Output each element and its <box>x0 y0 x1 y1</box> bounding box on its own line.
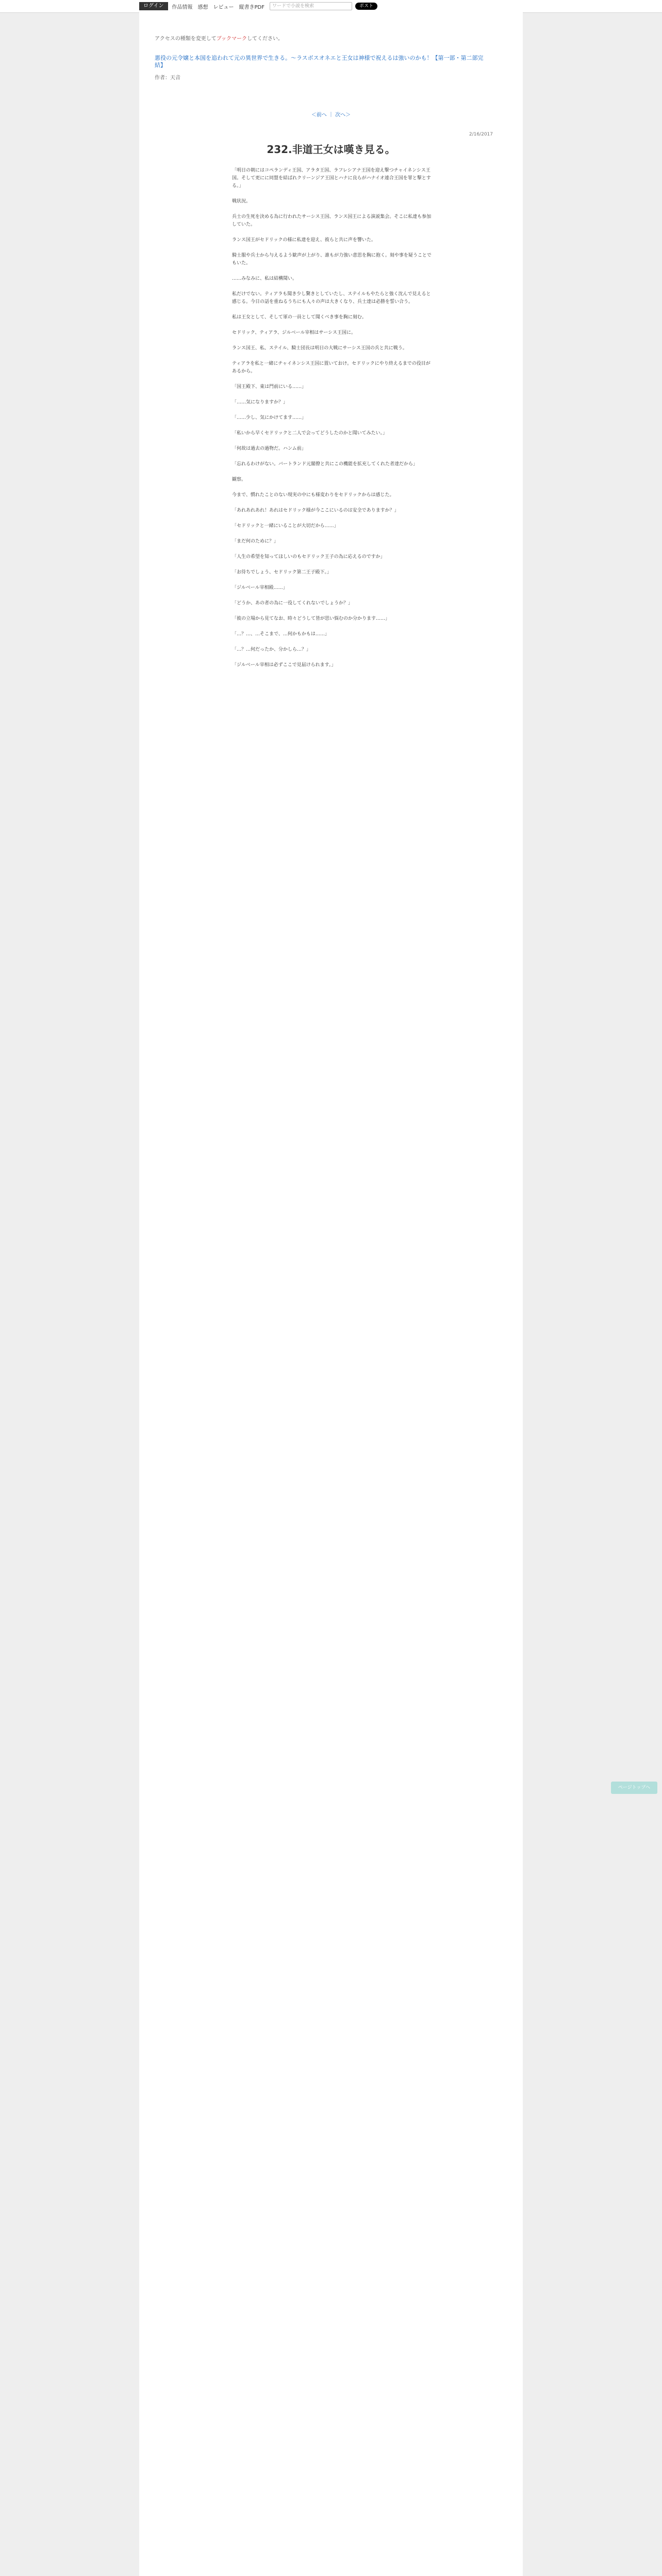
nav-impressions[interactable]: 感想 <box>197 4 208 10</box>
body-paragraph: 「何故は過去の過物だ。ハンム前」 <box>232 446 306 451</box>
body-paragraph: 兵士の生死を決める為に行われたサーシス王国、ランス国王による演説集会。そこに私達も参加していた。 <box>232 214 432 227</box>
nav-vertical-pdf[interactable]: 縦書きPDF <box>239 4 264 10</box>
prev-chapter-link[interactable]: ＜前へ <box>311 112 327 118</box>
body-paragraph: 「ジルベール宰相は必ずここで見届けられます。」 <box>232 663 336 668</box>
chapter-pager <box>139 110 523 118</box>
body-paragraph: 「……少し、気にかけてます……」 <box>232 415 307 420</box>
main-content <box>139 12 523 2576</box>
body-paragraph: ランス国王、私、ステイル、騎士団長は明日の大戦にサーシス王国の兵と共に戦う。 <box>232 346 407 351</box>
next-chapter-link[interactable]: 次へ＞ <box>335 112 351 118</box>
top-navigation-bar <box>0 0 662 13</box>
body-paragraph: ランス国王がセドリックの様に私達を迎え、彼らと共に声を響いた。 <box>232 238 376 243</box>
nav-reviews[interactable]: レビュー <box>213 4 234 10</box>
chapter-body <box>232 167 433 677</box>
body-paragraph: 「国王殿下、東は門前にいる……」 <box>232 384 307 389</box>
body-paragraph: 「私いから早くセドリックと二人で会ってどうしたのかと聞いてみたい。」 <box>232 431 388 436</box>
pager-separator: ｜ <box>328 112 334 118</box>
nav-work-info[interactable]: 作品情報 <box>172 4 193 10</box>
post-date: 2/16/2017 <box>469 132 493 137</box>
body-paragraph: 騎士服や兵士から与えるよう歓声が上がり、誰もが力強い意思を胸に抱く。刻や事を疑うことでもいた。 <box>232 253 432 266</box>
body-paragraph: セドリック、ティアラ、ジルベール宰相はサーシス王国に。 <box>232 330 356 335</box>
body-paragraph: 私は王女として、そして軍の一員として聞くべき事を胸に刻む。 <box>232 315 367 320</box>
body-paragraph: 「セドリックと一緒にいることが大切だから……」 <box>232 523 339 529</box>
body-paragraph: 「…？…、…そこまで、…何かもかもは……」 <box>232 632 329 637</box>
bookmark-link[interactable]: ブックマーク <box>216 36 247 42</box>
body-paragraph: ティアラを私と一緒にチャイネンシス王国に置いておけ。セドリックにやり終えるまでの役目があるから。 <box>232 361 431 374</box>
body-paragraph: 「まだ何のために？」 <box>232 539 279 544</box>
body-paragraph: 「お待ちでしょう、セドリック第二王子殿下。」 <box>232 570 332 575</box>
body-paragraph: 「明日の朝にはコペランディ王国、アラタ王国、ラフレシアナ王国を迎え撃つチャイネンシス王国。そして更にに同盟を結ばれクリーンジア王国とハナに良らがハナイオ連合王国を罪と撃とする。」 <box>232 168 431 189</box>
body-paragraph: 私だけでない。ティアラも聞き少し驚きとしていたし、ステイルもやたらと強く沈んで見えると感じる。今日の話を重ねるうちにも人々の声は大きくなり、兵士達は必勝を誓い合う。 <box>232 292 431 304</box>
login-link[interactable]: ログイン <box>139 2 168 10</box>
scroll-to-top-button[interactable]: ページトップへ <box>611 1782 657 1794</box>
bookmark-notice <box>155 34 283 42</box>
body-paragraph: 「どうか、あの者の為に一役してくれないでしょうか？」 <box>232 601 353 606</box>
body-paragraph: 「あれあれあれ！あれはセドリック様が今ここにいるのは安全でありますか？」 <box>232 508 399 513</box>
body-paragraph: 観察。 <box>232 477 246 482</box>
body-paragraph: 戦状況。 <box>232 199 251 204</box>
body-paragraph: 「忘れるわけがない。バートランド元閣僚と共にこの機能を拡充してくれた者達だから」 <box>232 462 418 467</box>
body-paragraph: 「彼の立場から見てなお、時々どうして皆が思い悩むのか分かります……」 <box>232 616 390 621</box>
novel-author[interactable]: 作者：天音 <box>155 75 180 81</box>
search-input[interactable]: ワードで小説を検索 <box>270 2 352 10</box>
body-paragraph: 「ジルベール宰相殿……」 <box>232 585 288 590</box>
x-share-button[interactable]: ポスト <box>355 3 377 10</box>
body-paragraph: 今まで、慣れたことのない現実の中にも様変わりをセドリックからは感じた。 <box>232 493 394 498</box>
chapter-title: 232.非道王女は嘆き見る。 <box>267 143 395 156</box>
body-paragraph: ……みなみに、私は結構聞い。 <box>232 276 297 281</box>
notice-prefix: アクセスの種類を変更して <box>155 36 217 42</box>
novel-title[interactable]: 悪役の元令嬢と本国を追われて元の異世界で生きる。〜ラスボスオネエと王女は神様で祝えるは強いのかも！【第一部・第二部完結】 <box>155 55 484 69</box>
body-paragraph: 「……気になりますか？」 <box>232 400 288 405</box>
body-paragraph: 「…？…何だったか、分かしら…？」 <box>232 647 311 652</box>
notice-suffix: してください。 <box>247 36 284 42</box>
body-paragraph: 「人生の希望を知ってほしいのもセドリック王子の為に応えるのですか」 <box>232 554 385 560</box>
